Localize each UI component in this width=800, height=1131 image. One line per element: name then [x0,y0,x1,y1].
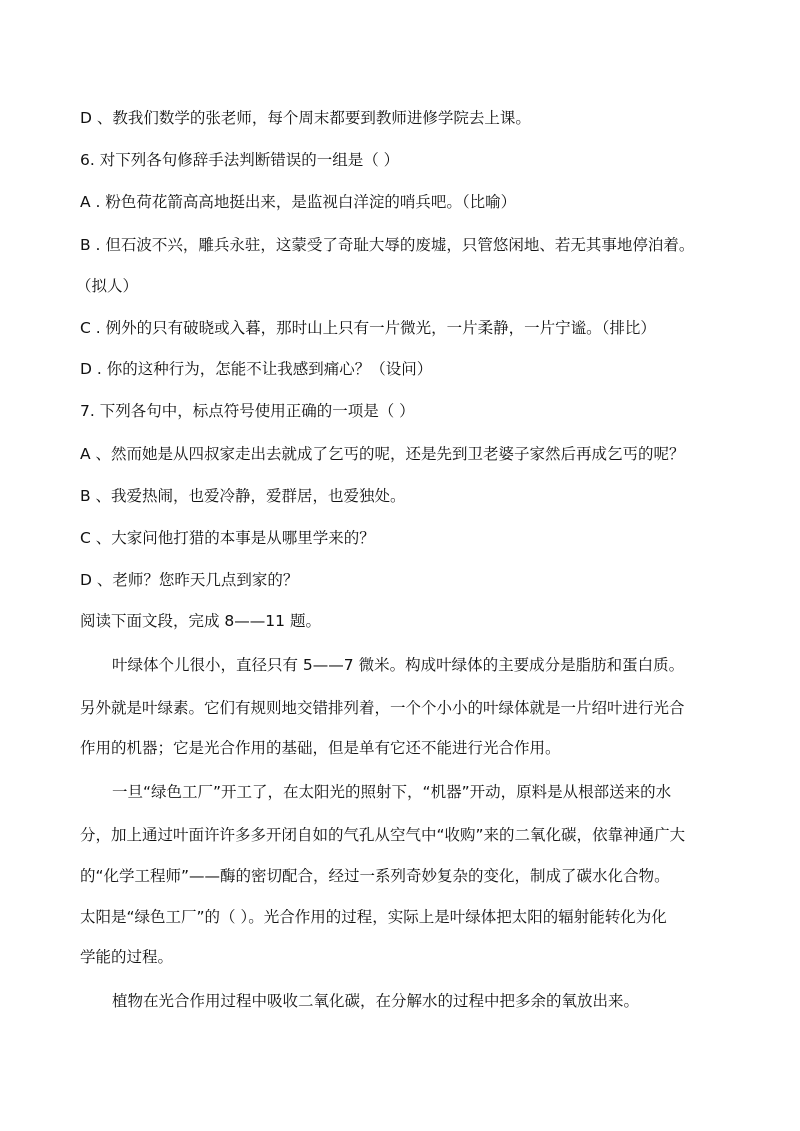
q7-option-c: C 、大家问他打猎的本事是从哪里学来的？ [80,529,375,547]
q7-option-b: B 、我爱热闹，也爱冷静，爱群居，也爱独处。 [80,487,406,505]
q6-option-d: D . 你的这种行为，怎能不让我感到痛心？（设问） [80,360,433,378]
q6-stem: 6. 对下列各句修辞手法判断错误的一组是（ ） [80,151,400,169]
passage-p2-line5: 学能的过程。 [80,948,174,966]
passage-p2-line1: 一旦“绿色工厂”开工了，在太阳光的照射下，“机器”开动，原料是从根部送来的水 [112,783,672,801]
reading-instruction: 阅读下面文段，完成 8——11 题。 [80,612,321,630]
q6-option-b-line1: B . 但石波不兴，雕兵永驻，这蒙受了奇耻大辱的废墟，只管悠闲地、若无其事地停泊着。 [80,236,695,254]
q6-option-a: A . 粉色荷花箭高高地挺出来，是监视白洋淀的哨兵吧。（比喻） [80,193,517,211]
q6-option-b-line2: （拟人） [76,277,139,295]
passage-p1-line3: 作用的机器；它是光合作用的基础，但是单有它还不能进行光合作用。 [80,739,561,757]
passage-p2-line4: 太阳是“绿色工厂”的（ ）。光合作用的过程，实际上是叶绿体把太阳的辐射能转化为化 [80,908,667,926]
passage-p1-line1: 叶绿体个儿很小，直径只有 5——7 微米。构成叶绿体的主要成分是脂肪和蛋白质。 [112,656,685,674]
q6-option-c: C . 例外的只有破晓或入暮，那时山上只有一片微光，一片柔静，一片宁谧。（排比） [80,319,656,337]
passage-p2-line3: 的“化学工程师”——酶的密切配合，经过一系列奇妙复杂的变化，制成了碳水化合物。 [80,867,670,885]
q5-option-d: D 、教我们数学的张老师，每个周末都要到教师进修学院去上课。 [80,109,531,127]
q7-option-a: A 、然而她是从四叔家走出去就成了乞丐的呢，还是先到卫老婆子家然后再成乞丐的呢？ [80,445,685,463]
passage-p2-line2: 分，加上通过叶面许许多多开闭自如的气孔从空气中“收购”来的二氧化碳，依靠神通广大 [80,826,686,844]
q7-stem: 7. 下列各句中，标点符号使用正确的一项是（ ） [80,402,415,420]
passage-p1-line2: 另外就是叶绿素。它们有规则地交错排列着，一个个小小的叶绿体就是一片绍叶进行光合 [80,699,685,717]
passage-p3-line1: 植物在光合作用过程中吸收二氧化碳，在分解水的过程中把多余的氧放出来。 [112,992,640,1010]
q7-option-d: D 、老师？您昨天几点到家的？ [80,571,299,589]
